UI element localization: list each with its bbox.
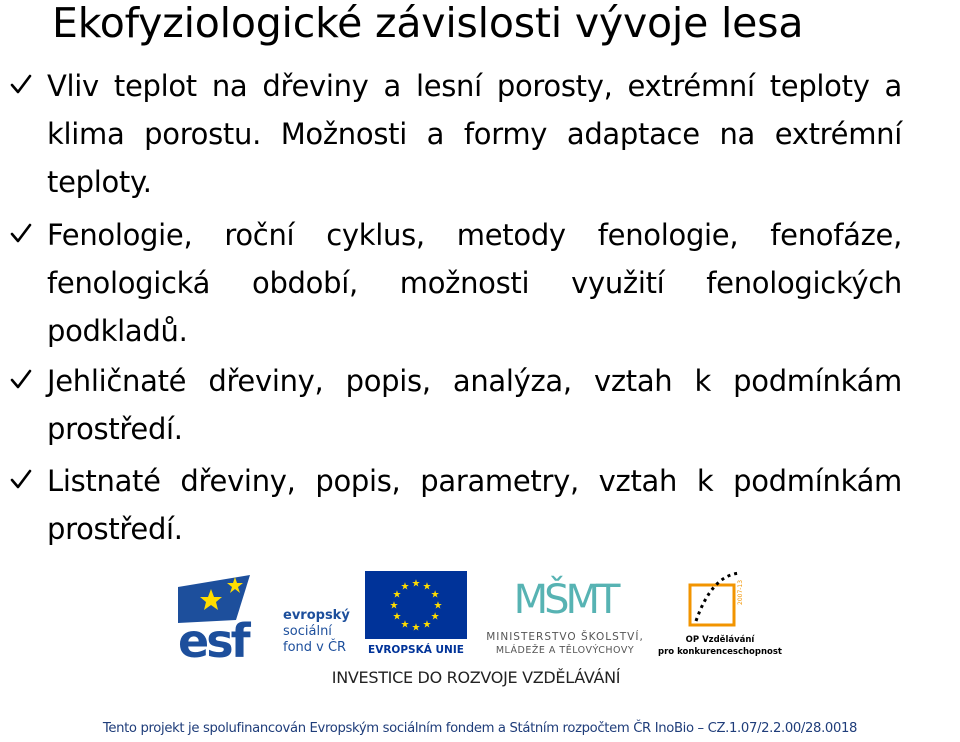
footer-note: Tento projekt je spolufinancován Evropským sociálním fondem a Státním rozpočtem ČR InoBio – CZ.1.07/2.2.00/28.0018	[102, 721, 858, 736]
eu-star-icon: ★	[430, 589, 440, 601]
eu-flag-logo	[365, 571, 467, 657]
op-logo	[658, 573, 782, 657]
msmt-line2: MLÁDEŽE A TĚLOVÝCHOVY	[495, 645, 635, 656]
checkmark-icon	[10, 368, 32, 390]
msmt-letters: MŠMT	[513, 577, 617, 623]
eu-caption: EVROPSKÁ UNIE	[368, 644, 464, 656]
op-years: 2007-13	[737, 579, 744, 605]
eu-star-icon: ★	[422, 581, 432, 593]
eu-star-icon: ★	[433, 600, 443, 612]
esf-line3: fond v ČR	[283, 640, 347, 655]
slide-title: Ekofyziologické závislosti vývoje lesa	[52, 0, 804, 47]
eu-star-icon: ★	[389, 600, 399, 612]
op-line1: OP Vzdělávání	[685, 635, 755, 645]
eu-star-icon: ★	[392, 589, 402, 601]
bullet-text: Jehličnaté dřeviny, popis, analýza, vztah k podmínkám prostředí.	[47, 364, 902, 446]
esf-line1: evropský	[283, 608, 350, 623]
checkmark-icon	[10, 468, 32, 490]
eu-star-icon: ★	[430, 611, 440, 623]
esf-logo	[178, 570, 358, 668]
eu-star-icon: ★	[422, 619, 432, 631]
checkmark-icon	[10, 73, 32, 95]
logo-bar	[0, 565, 960, 695]
checkmark-icon	[10, 222, 32, 244]
bullet-text: Fenologie, roční cyklus, metody fenologie, fenofáze, fenologická období, možnosti využití fenologických podkladů.	[47, 218, 902, 348]
msmt-line1: MINISTERSTVO ŠKOLSTVÍ,	[486, 631, 644, 643]
eu-star-icon: ★	[400, 581, 410, 593]
eu-star-icon: ★	[411, 578, 421, 590]
eu-star-icon: ★	[392, 611, 402, 623]
op-line2: pro konkurenceschopnost	[658, 647, 782, 657]
esf-letters: esf	[178, 614, 248, 668]
bullet-text: Listnaté dřeviny, popis, parametry, vztah k podmínkám prostředí.	[47, 464, 902, 546]
msmt-logo	[486, 575, 644, 656]
eu-star-icon: ★	[411, 622, 421, 634]
bullet-text: Vliv teplot na dřeviny a lesní porosty, extrémní teploty a klima porostu. Možnosti a formy adaptace na extrémní teploty.	[47, 69, 902, 199]
investice-slogan: INVESTICE DO ROZVOJE VZDĚLÁVÁNÍ	[331, 668, 621, 687]
eu-star-icon: ★	[400, 619, 410, 631]
esf-line2: sociální	[283, 624, 332, 639]
